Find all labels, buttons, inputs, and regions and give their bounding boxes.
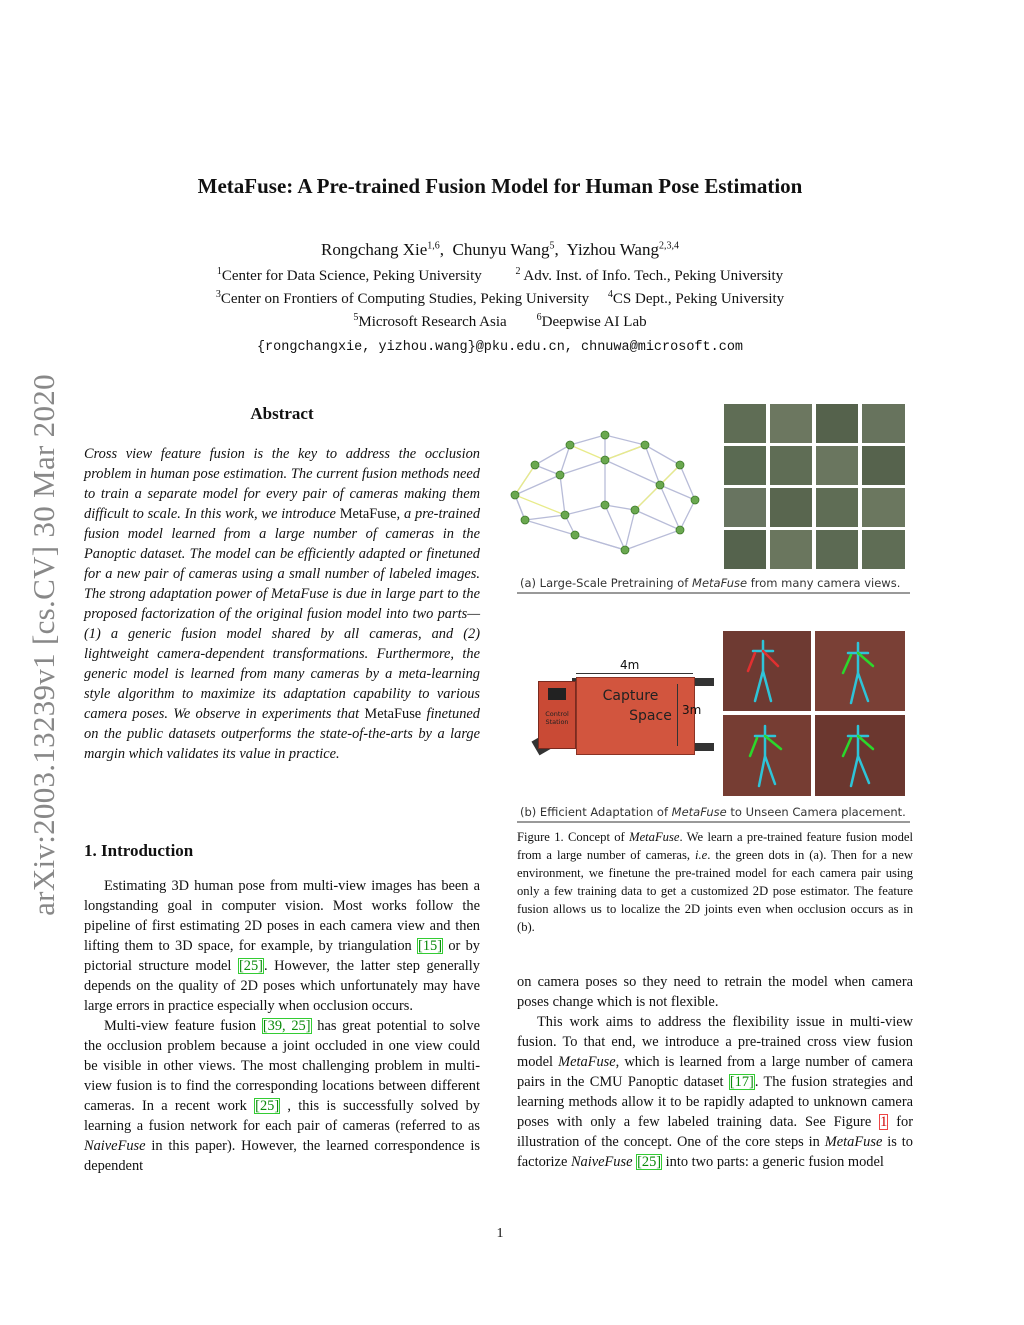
author-name: Chunyu Wang [452, 240, 550, 259]
text: (b) Efficient Adaptation of [520, 805, 672, 819]
text: . The fusion strategies and learning methods allow it to be rapidly adapted to unknown camera poses with only a few labeled training data. See Figure [517, 1074, 913, 1130]
right-column-body [517, 972, 913, 1172]
abstract-text: , a pre-trained fusion model learned from a large number of cameras in the Panoptic dataset. The model can be efficiently adapted or finetuned for a new pair of cameras using a small number of labeled images. The strong adaptation power of MetaFuse is due in large part to the proposed factorization of the original fusion model into two parts— (1) a generic fusion model shared by all cameras, and (2) lightweight camera-dependent transformations. Furthermore, the generic model is learned from many cameras by a meta-learning style algorithm to maximize its adaptation capability to various camera poses. We observe in experiments that [84, 506, 481, 722]
pose-estimation-images [723, 631, 905, 796]
citation-link[interactable]: [17] [729, 1074, 754, 1090]
citation-link[interactable]: [15] [418, 938, 443, 954]
abstract-heading: Abstract [250, 404, 314, 423]
text: has great potential to solve the occlusion problem because a joint occluded in one view could be visible in other views. The most challenging problem in multi-view fusion is to find the corresponding locations between different cameras. In a recent work [84, 1018, 481, 1114]
text: Estimating 3D human pose from multi-view images has been a longstanding goal in computer vision. Most works follow the pipeline of first estimating 2D poses in each camera view and then lifting them to 3D space, for example, by triangulation [84, 878, 480, 954]
dimension-label: 4m [620, 658, 640, 672]
text: Control [545, 710, 569, 718]
affil-text: Deepwise AI Lab [541, 314, 647, 330]
text: . However, the latter step generally depends on the quality of 2D poses which unfortunately may have large errors in practice especially when occlusion occurs. [84, 958, 480, 1014]
subfigure-caption-a [520, 576, 900, 590]
arxiv-id: arXiv:2003.13239v1 [cs.CV] 30 Mar 2020 [26, 374, 61, 916]
control-station [538, 681, 576, 749]
author-name: Yizhou Wang [566, 240, 659, 259]
affil-sup: 5 [353, 312, 359, 323]
dimension-label: 3m [682, 703, 702, 717]
subfigure-caption-b [520, 805, 906, 819]
text: into two parts: a generic fusion model [662, 1154, 884, 1170]
citation-link[interactable]: [25] [255, 1098, 280, 1114]
affil-text: Microsoft Research Asia [358, 314, 507, 330]
text: in this paper). However, the learned correspondence is dependent [84, 1138, 480, 1174]
dimension-line [677, 684, 678, 746]
paragraph [84, 1016, 480, 1176]
figure-link[interactable]: 1 [880, 1114, 888, 1130]
text: MetaFuse [824, 1134, 883, 1150]
text: (a) Large-Scale Pretraining of [520, 576, 693, 590]
affil-sup: 6 [536, 312, 542, 323]
text: is to factorize [517, 1134, 913, 1170]
dimension-line [576, 673, 693, 674]
text: This work aims to address the flexibility issue in multi-view fusion. To that end, we introduce a pre-trained cross view fusion model [517, 1014, 913, 1070]
text: , this is successfully solved by learning a fusion network for each pair of cameras (referred to as [84, 1098, 481, 1134]
text: MetaFuse [671, 805, 727, 819]
affil-text: CS Dept., Peking University [612, 291, 785, 307]
author-name: Rongchang Xie [321, 240, 428, 259]
page-number: 1 [496, 1226, 504, 1241]
text: i.e [695, 848, 708, 862]
paper-title: MetaFuse: A Pre-trained Fusion Model for Human Pose Estimation [197, 174, 803, 198]
affil-sup: 4 [607, 289, 613, 300]
paragraph [517, 1012, 913, 1172]
text: from many camera views. [747, 576, 901, 590]
affil-text: Adv. Inst. of Info. Tech., Peking University [520, 268, 784, 284]
citation-link[interactable]: [25] [238, 958, 263, 974]
text: Figure 1. Concept of [517, 830, 630, 844]
abstract-text: MetaFuse [339, 506, 397, 522]
divider [517, 592, 910, 594]
text: MetaFuse [629, 830, 680, 844]
affiliation-line [0, 289, 1000, 308]
text: on camera poses so they need to retrain the model when camera poses change which is not flexible. [517, 974, 913, 1010]
affil-text: Center for Data Science, Peking University [221, 268, 482, 284]
author-sup: 2,3,4 [658, 240, 679, 252]
citation-link[interactable]: [39, 25] [262, 1018, 311, 1034]
citation-link[interactable]: [25] [637, 1154, 662, 1170]
text: . the green dots in (a). Then for a new environment, we finetune the pre-trained model for each camera pair using only a few training data to get a customized 2D pose estimator. The feature fusion allows us to localize the 2D joints even when occlusion occurs as in (b). [517, 848, 913, 934]
author-sup: 5 [549, 240, 555, 252]
affil-text: Center on Frontiers of Computing Studies, Peking University [220, 291, 590, 307]
affil-sup: 2 [515, 266, 521, 277]
text: , which is learned from a large number of camera pairs in the CMU Panoptic dataset [517, 1054, 913, 1090]
intro-body [84, 876, 480, 1176]
figure-caption [517, 828, 913, 936]
affiliation-line [0, 266, 1000, 285]
abstract-text: finetuned on the public datasets outperforms the state-of-the-arts by a large margin which validates its value in practice. [84, 706, 480, 762]
text: Multi-view feature fusion [104, 1018, 262, 1034]
paragraph [84, 876, 480, 1016]
text: Station [545, 718, 569, 726]
affiliation-line [0, 312, 1000, 331]
text: MetaFuse [558, 1054, 616, 1070]
affil-sup: 1 [216, 266, 222, 277]
divider [517, 821, 910, 823]
camera-icon [692, 743, 714, 751]
text: for illustration of the concept. One of the core steps in [517, 1114, 913, 1150]
text: MetaFuse [692, 576, 748, 590]
author-sup: 1,6 [427, 240, 440, 252]
author-list: Rongchang Xie$^{1,6}$, Chunyu Wang$^5$, Yizhou Wang$^{2,3,4}$ [321, 240, 679, 259]
camera-icon [692, 678, 714, 686]
text: Space [629, 708, 672, 724]
multi-view-image-grid [724, 404, 905, 569]
arxiv-stamp [14, 345, 74, 945]
affil-sup: 3 [215, 289, 221, 300]
abstract-body [84, 444, 480, 764]
text: NaiveFuse [84, 1138, 146, 1154]
text: to Unseen Camera placement. [726, 805, 906, 819]
text: Capture [602, 688, 659, 704]
camera-dome-diagram [505, 410, 705, 560]
abstract-text: Cross view feature fusion is the key to address the occlusion problem in human pose estimation. The current fusion methods need to train a separate model for every pair of cameras making them difficult to scale. In this work, we introduce [84, 446, 480, 522]
section-heading: 1. Introduction [84, 841, 194, 860]
text: NaiveFuse [570, 1154, 633, 1170]
text: . We learn a pre-trained feature fusion model from a large number of cameras, [517, 830, 913, 862]
author-emails: {rongchangxie, yizhou.wang}@pku.edu.cn, chnuwa@microsoft.com [256, 340, 744, 355]
text: or by pictorial structure model [84, 938, 480, 974]
abstract-text: MetaFuse [364, 706, 422, 722]
paragraph [517, 972, 913, 1012]
capture-space-diagram [520, 655, 720, 765]
